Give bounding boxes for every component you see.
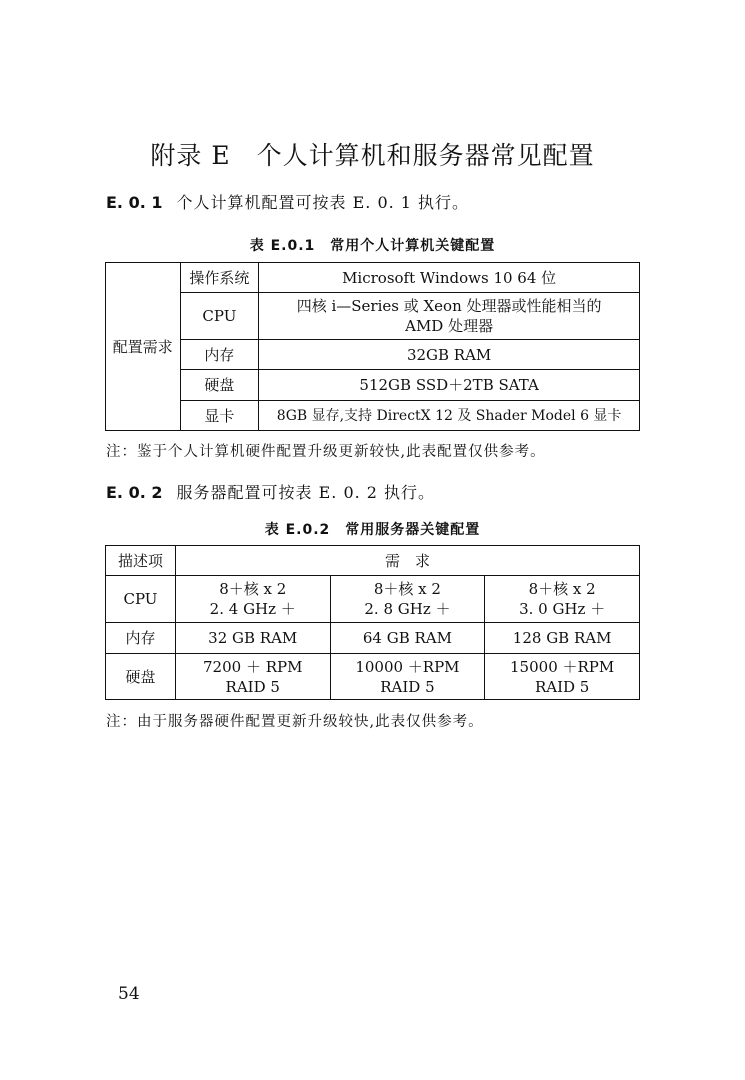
table1-caption: 表 E.0.1 常用个人计算机关键配置 [249,238,496,254]
value-cell: 8GB 显存,支持 DirectX 12 及 Shader Model 6 显卡 [259,401,640,431]
value-cell [259,293,640,340]
value-cell: 64 GB RAM [330,623,485,654]
clause-e01 [106,190,469,213]
value-cell [175,576,330,623]
value-line: 四核 i—Series 或 Xeon 处理器或性能相当的 [296,297,602,315]
group-label-cell: 配置需求 [106,263,181,431]
table-row [106,340,640,370]
item-cell: 内存 [180,340,259,370]
value-line: RAID 5 [380,677,435,696]
value-line: 3. 0 GHz ＋ [519,600,606,618]
clause-e02 [106,480,435,503]
value-line: AMD 处理器 [405,317,494,335]
value-line: 15000 ＋RPM [510,657,615,676]
appendix-heading: 附录 E 个人计算机和服务器常见配置 [150,141,595,170]
header-item-cell: 描述项 [106,546,176,576]
table-header-row [106,546,640,576]
value-line: 8＋核 x 2 [219,580,287,598]
header-requirement-cell: 需 求 [175,546,639,576]
item-cell: 操作系统 [180,263,259,293]
value-line: 7200 ＋ RPM [203,657,303,676]
value-cell: 512GB SSD＋2TB SATA [259,370,640,401]
clause-text: 服务器配置可按表 E. 0. 2 执行。 [176,483,436,502]
clause-text: 个人计算机配置可按表 E. 0. 1 执行。 [176,193,470,212]
value-cell [485,654,640,700]
value-line: 2. 8 GHz ＋ [364,600,451,618]
value-cell [485,576,640,623]
value-line: 8＋核 x 2 [528,580,596,598]
value-cell [175,654,330,700]
item-cell: 硬盘 [106,654,176,700]
pc-config-table [105,262,640,431]
value-line: RAID 5 [534,677,590,696]
value-line: 8＋核 x 2 [373,580,441,598]
value-line: 10000 ＋RPM [355,657,460,676]
table-row [106,623,640,654]
table-row [106,370,640,401]
server-config-table [105,545,640,700]
table-row [106,401,640,431]
value-cell [330,576,485,623]
table-row [106,654,640,700]
item-cell: 显卡 [180,401,259,431]
item-cell: CPU [180,293,259,340]
item-cell: 硬盘 [180,370,259,401]
table-row [106,293,640,340]
value-line: RAID 5 [225,677,280,696]
table2-note: 注：由于服务器硬件配置更新升级较快,此表仅供参考。 [106,714,484,730]
clause-number: E. 0. 1 [106,193,163,212]
value-cell: 32 GB RAM [175,623,330,654]
table-row [106,576,640,623]
table-row [106,263,640,293]
table1-note: 注：鉴于个人计算机硬件配置升级更新较快,此表配置仅供参考。 [106,444,546,460]
item-cell: CPU [106,576,176,623]
value-cell [330,654,485,700]
value-cell: 128 GB RAM [485,623,640,654]
item-cell: 内存 [106,623,176,654]
value-cell: Microsoft Windows 10 64 位 [259,263,640,293]
clause-number: E. 0. 2 [106,483,163,502]
value-line: 2. 4 GHz ＋ [209,600,296,618]
value-cell: 32GB RAM [259,340,640,370]
table2-caption: 表 E.0.2 常用服务器关键配置 [264,522,481,538]
page-number: 54 [118,984,140,1004]
